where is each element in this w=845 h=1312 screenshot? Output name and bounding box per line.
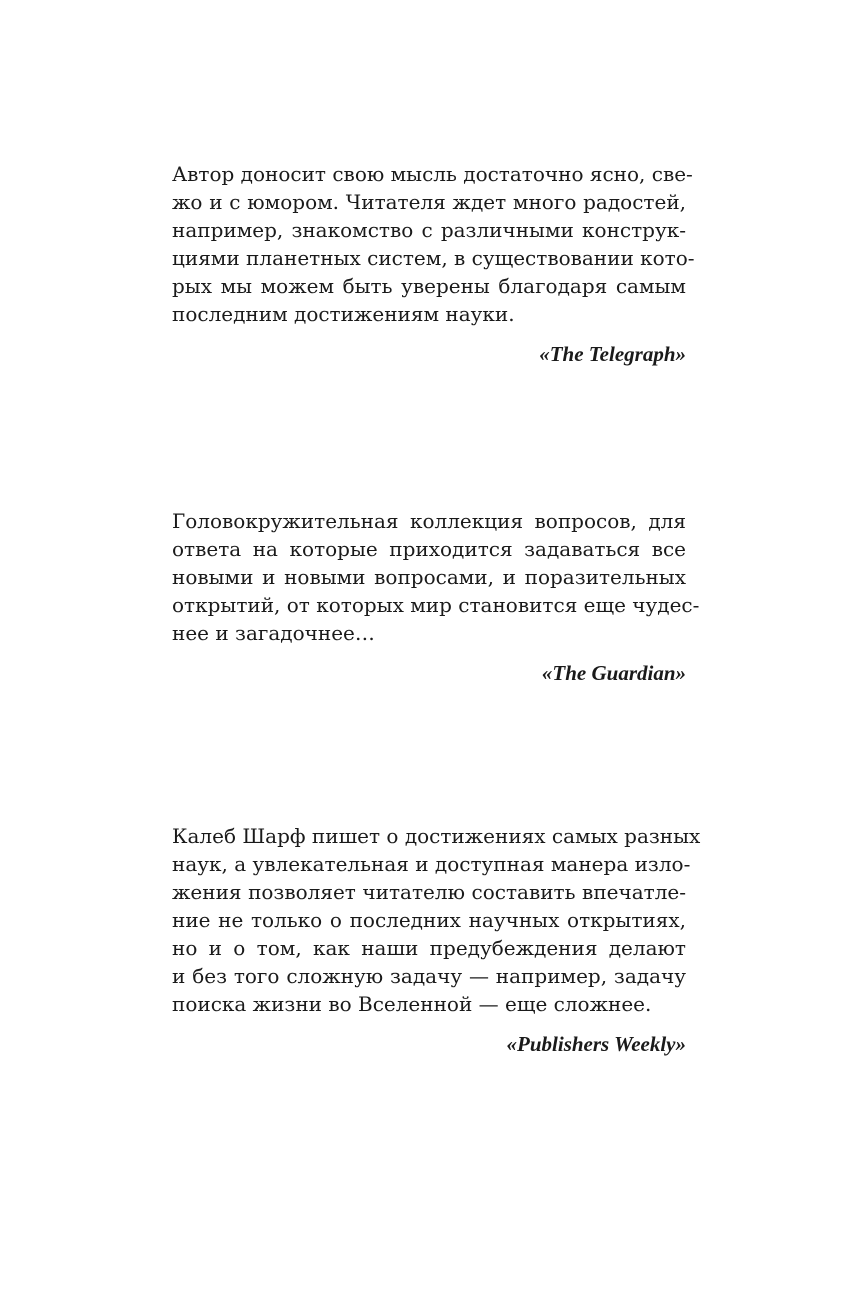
- quote-line: Автор доносит свою мысль достаточно ясно, све-: [172, 162, 693, 186]
- quote-line: рых мы можем быть уверены благодаря самым: [172, 274, 686, 298]
- quote-line: наук, а увлекательная и доступная манера изло-: [172, 852, 691, 876]
- quote-line: Калеб Шарф пишет о достижениях самых разных: [172, 824, 701, 848]
- quote-line: и без того сложную задачу — например, задачу: [172, 964, 686, 988]
- review-quote-publishers-weekly: [172, 822, 701, 1058]
- quote-line: последним достижениям науки.: [172, 302, 515, 326]
- quote-line: поиска жизни во Вселенной — еще сложнее.: [172, 992, 652, 1016]
- quote-line: открытий, от которых мир становится еще чудес-: [172, 593, 700, 617]
- quote-source: «The Telegraph»: [539, 342, 686, 366]
- quote-line: но и о том, как наши предубеждения делают: [172, 936, 686, 960]
- quote-line: ответа на которые приходится задаваться все: [172, 537, 686, 561]
- review-quote-telegraph: [172, 160, 695, 368]
- quote-line: новыми и новыми вопросами, и поразительных: [172, 565, 686, 589]
- quote-line: циями планетных систем, в существовании кото-: [172, 246, 695, 270]
- quote-source: «Publishers Weekly»: [506, 1032, 686, 1056]
- review-quote-guardian: [172, 507, 700, 687]
- quote-source: «The Guardian»: [541, 661, 686, 685]
- quote-line: например, знакомство с различными конструк-: [172, 218, 686, 242]
- quote-line: нее и загадочнее…: [172, 621, 375, 645]
- quote-line: жения позволяет читателю составить впечатле-: [172, 880, 686, 904]
- quote-line: ние не только о последних научных открытиях,: [172, 908, 686, 932]
- quote-line: Головокружительная коллекция вопросов, для: [172, 509, 686, 533]
- quote-line: жо и с юмором. Читателя ждет много радостей,: [172, 190, 686, 214]
